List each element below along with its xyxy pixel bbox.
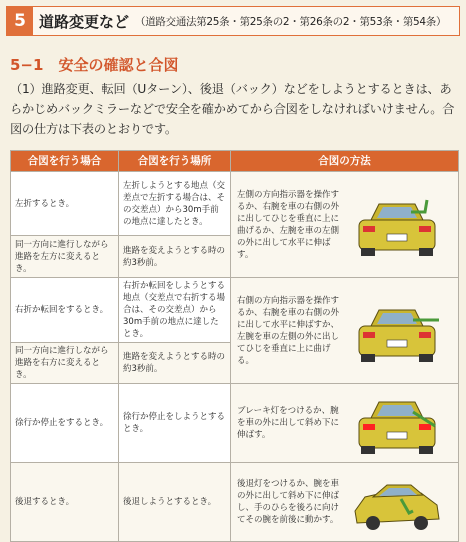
table-row — [11, 384, 459, 463]
table-header-row — [11, 151, 459, 172]
signal-table — [10, 150, 459, 542]
method-text: ブレーキ灯をつけるか、腕を車の外に出して斜め下に伸ばす。 — [237, 406, 340, 440]
chapter-title: 道路変更など — [39, 12, 130, 31]
car-reverse-signal-illustration — [351, 467, 443, 537]
case-cell: 後退するとき。 — [11, 463, 119, 542]
chapter-header — [6, 6, 460, 36]
case-cell: 徐行か停止をするとき。 — [11, 384, 119, 463]
header-case: 合図を行う場合 — [11, 151, 119, 172]
place-cell: 進路を変えようとする時の約3秒前。 — [119, 236, 231, 278]
case-cell: 同一方向に進行しながら進路を右方に変えるとき。 — [11, 343, 119, 384]
intro-paragraph: （1）進路変更、転回（Uターン）、後退（バック）などをしようとするときは、あらかじめバックミラーなどで安全を確かめてから合図をしなければいけません。合図の仕方は下表のとおりです。 — [10, 82, 455, 136]
case-cell: 同一方向に進行しながら進路を左方に変えるとき。 — [11, 236, 119, 278]
case-cell: 右折か転回をするとき。 — [11, 278, 119, 343]
header-method: 合図の方法 — [231, 151, 459, 172]
place-cell: 進路を変えようとする時の約3秒前。 — [119, 343, 231, 384]
chapter-subtitle: （道路交通法第25条・第25条の2・第26条の2・第53条・第54条） — [135, 15, 447, 28]
place-cell: 右折か転回をしようとする地点（交差点で右折する場合は、その交差点）から30m手前の地点に達したとき。 — [119, 278, 231, 343]
place-cell: 徐行か停止をしようとするとき。 — [119, 384, 231, 463]
method-cell — [231, 463, 459, 542]
place-cell: 左折しようとする地点（交差点で左折する場合は、その交差点）から30m手前の地点に達したとき。 — [119, 172, 231, 236]
method-text: 後退灯をつけるか、腕を車の外に出して斜め下に伸ばし、手のひらを後ろに向けてその腕を前後に動かす。 — [237, 479, 340, 525]
car-stop-signal-illustration — [351, 388, 443, 458]
method-text: 左側の方向指示器を操作するか、右腕を車の右側の外に出してひじを垂直に上に曲げるか、左腕を車の左側の外に出して水平に伸ばす。 — [237, 189, 340, 260]
section-title: 5−1 安全の確認と合図 — [10, 56, 179, 74]
table-row — [11, 278, 459, 343]
place-cell: 後退しようとするとき。 — [119, 463, 231, 542]
car-left-signal-illustration — [351, 190, 443, 260]
table-row — [11, 463, 459, 542]
header-place: 合図を行う場所 — [119, 151, 231, 172]
chapter-number: 5 — [7, 7, 33, 35]
method-text: 右側の方向指示器を操作するか、右腕を車の右側の外に出して水平に伸ばすか、左腕を車の左側の外に出してひじを垂直に上に曲げる。 — [237, 295, 340, 366]
case-cell: 左折するとき。 — [11, 172, 119, 236]
method-cell — [231, 172, 459, 278]
car-right-signal-illustration — [351, 296, 443, 366]
table-row — [11, 172, 459, 236]
method-cell — [231, 384, 459, 463]
method-cell — [231, 278, 459, 384]
